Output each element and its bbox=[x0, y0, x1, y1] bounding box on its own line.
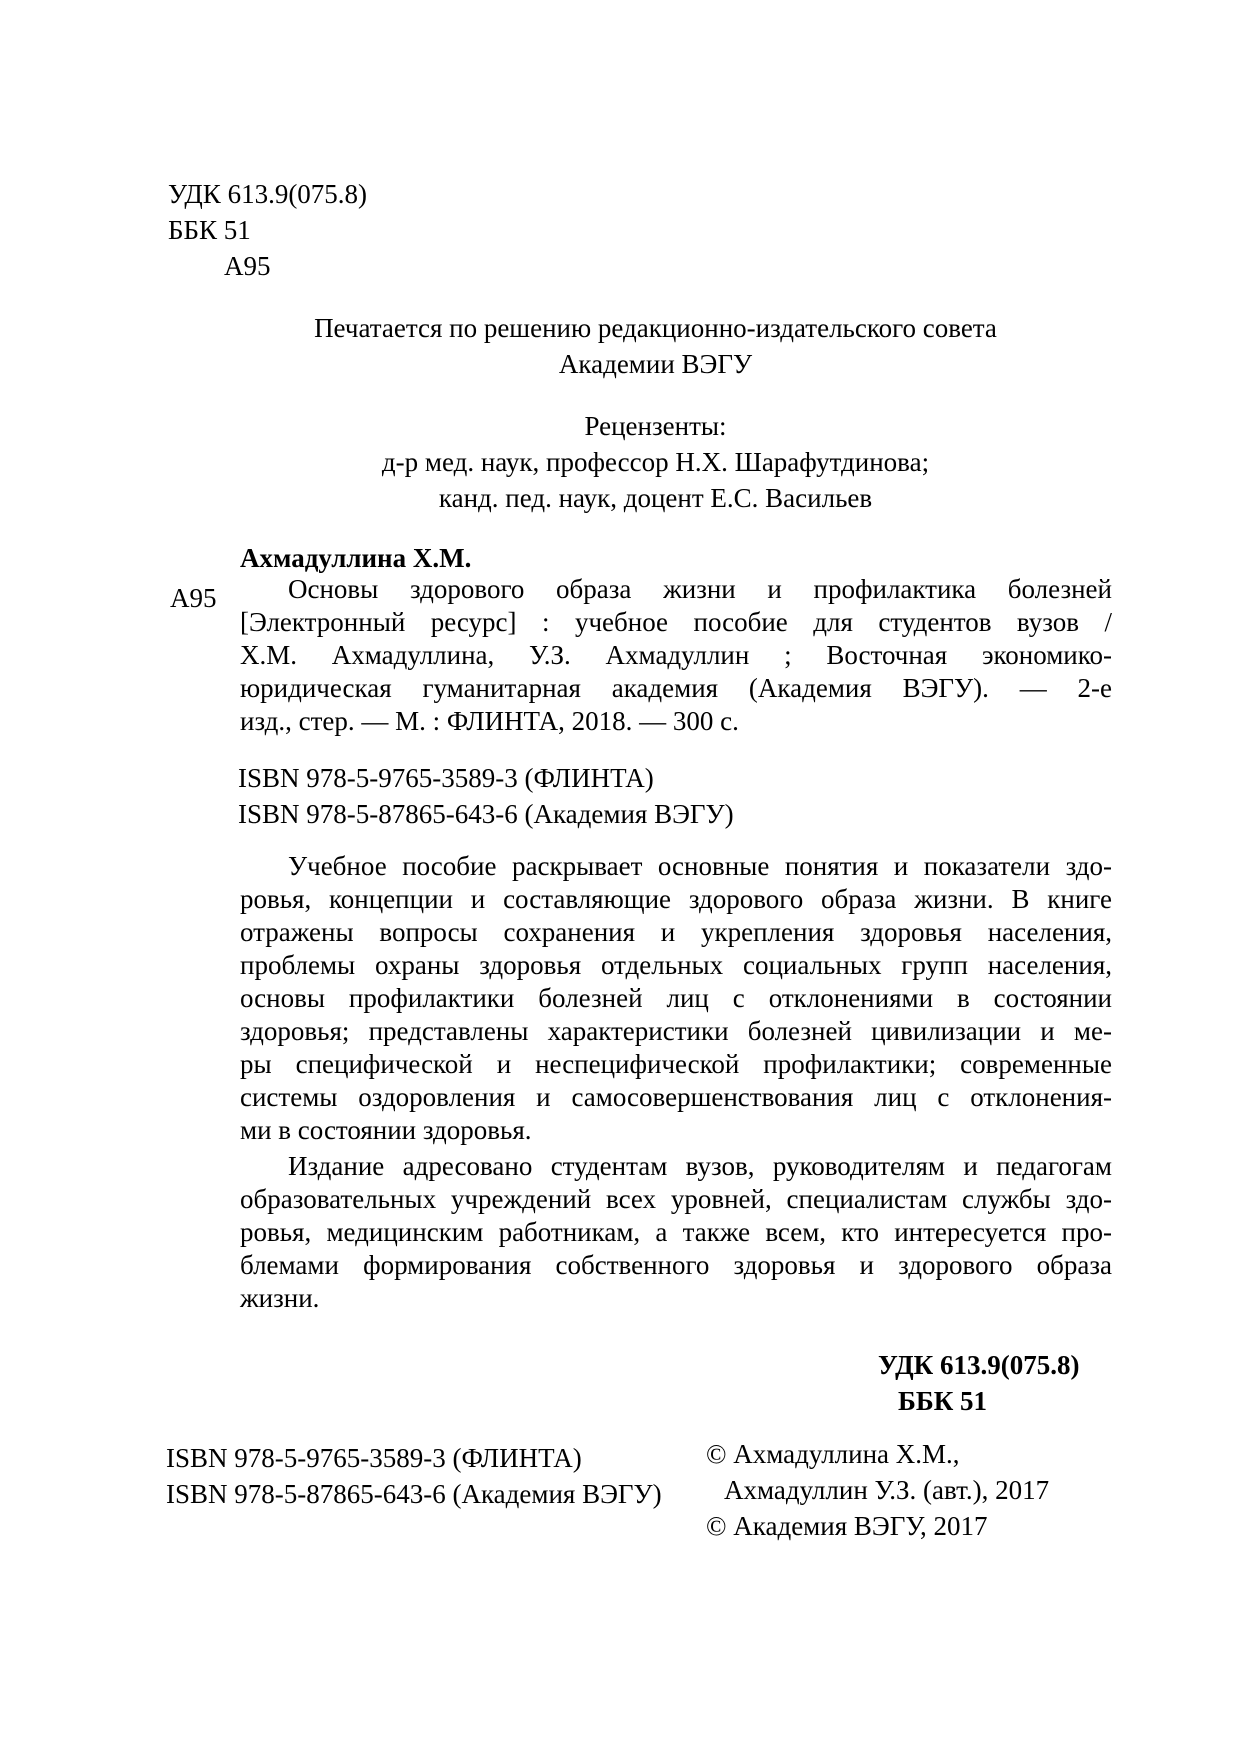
description-line: [Электронный ресурс] : учебное пособие для студентов вузов / bbox=[240, 607, 1112, 637]
abstract-paragraph-2 bbox=[240, 1150, 1112, 1315]
bbk-code: ББК 51 bbox=[168, 215, 251, 245]
copyright-line-1: © Ахмадуллина Х.М., bbox=[706, 1439, 960, 1469]
isbn-vegu: ISBN 978-5-87865-643-6 (Академия ВЭГУ) bbox=[238, 799, 734, 829]
abstract-line: ровья, концепции и составляющие здорового образа жизни. В книге bbox=[240, 884, 1112, 914]
footer-isbn-vegu: ISBN 978-5-87865-643-6 (Академия ВЭГУ) bbox=[166, 1479, 662, 1509]
abstract-line: отражены вопросы сохранения и укрепления здоровья населения, bbox=[240, 917, 1112, 947]
reviewer-2: канд. пед. наук, доцент Е.С. Васильев bbox=[438, 483, 873, 513]
copyright-line-3: © Академия ВЭГУ, 2017 bbox=[706, 1511, 988, 1541]
copyright-line-2: Ахмадуллин У.З. (авт.), 2017 bbox=[724, 1475, 1050, 1505]
footer-isbn-flinta: ISBN 978-5-9765-3589-3 (ФЛИНТА) bbox=[166, 1443, 582, 1473]
abstract-line: ровья, медицинским работникам, а также всем, кто интересуется про- bbox=[240, 1217, 1112, 1247]
abstract-line: ми в состоянии здоровья. bbox=[240, 1115, 532, 1145]
abstract-line: образовательных учреждений всех уровней, специалистам службы здо- bbox=[240, 1184, 1112, 1214]
isbn-flinta: ISBN 978-5-9765-3589-3 (ФЛИНТА) bbox=[238, 763, 654, 793]
footer-udk-code: УДК 613.9(075.8) bbox=[878, 1350, 1080, 1380]
abstract-line: жизни. bbox=[240, 1283, 320, 1313]
publication-note-line2: Академии ВЭГУ bbox=[558, 349, 753, 379]
bibliographic-author-mark: А95 bbox=[170, 583, 217, 613]
abstract-line: ры специфической и неспецифической профилактики; современные bbox=[240, 1049, 1112, 1079]
abstract-line: Издание адресовано студентам вузов, руководителям и педагогам bbox=[288, 1151, 1112, 1181]
description-line: изд., стер. — М. : ФЛИНТА, 2018. — 300 с. bbox=[240, 706, 739, 736]
author-mark: А95 bbox=[224, 251, 271, 281]
udk-code: УДК 613.9(075.8) bbox=[168, 179, 368, 209]
description-line: Основы здорового образа жизни и профилактика болезней bbox=[288, 574, 1112, 604]
footer-bbk-code: ББК 51 bbox=[898, 1386, 988, 1416]
abstract-line: здоровья; представлены характеристики болезней цивилизации и ме- bbox=[240, 1016, 1112, 1046]
abstract-line: основы профилактики болезней лиц с отклонениями в состоянии bbox=[240, 983, 1112, 1013]
description-line: Х.М. Ахмадуллина, У.З. Ахмадуллин ; Восточная экономико- bbox=[240, 640, 1112, 670]
abstract-paragraph-1 bbox=[240, 850, 1112, 1147]
bibliographic-author: Ахмадуллина Х.М. bbox=[240, 543, 472, 573]
bibliographic-description bbox=[240, 573, 1112, 738]
description-line: юридическая гуманитарная академия (Академия ВЭГУ). — 2-е bbox=[240, 673, 1112, 703]
abstract-line: системы оздоровления и самосовершенствования лиц с отклонения- bbox=[240, 1082, 1112, 1112]
reviewers-heading: Рецензенты: bbox=[584, 411, 727, 441]
reviewer-1: д-р мед. наук, профессор Н.Х. Шарафутдинова; bbox=[381, 447, 930, 477]
abstract-line: проблемы охраны здоровья отдельных социальных групп населения, bbox=[240, 950, 1112, 980]
abstract-line: блемами формирования собственного здоровья и здорового образа bbox=[240, 1250, 1112, 1280]
abstract-line: Учебное пособие раскрывает основные понятия и показатели здо- bbox=[288, 851, 1112, 881]
publication-note-line1: Печатается по решению редакционно-издательского совета bbox=[314, 313, 997, 343]
